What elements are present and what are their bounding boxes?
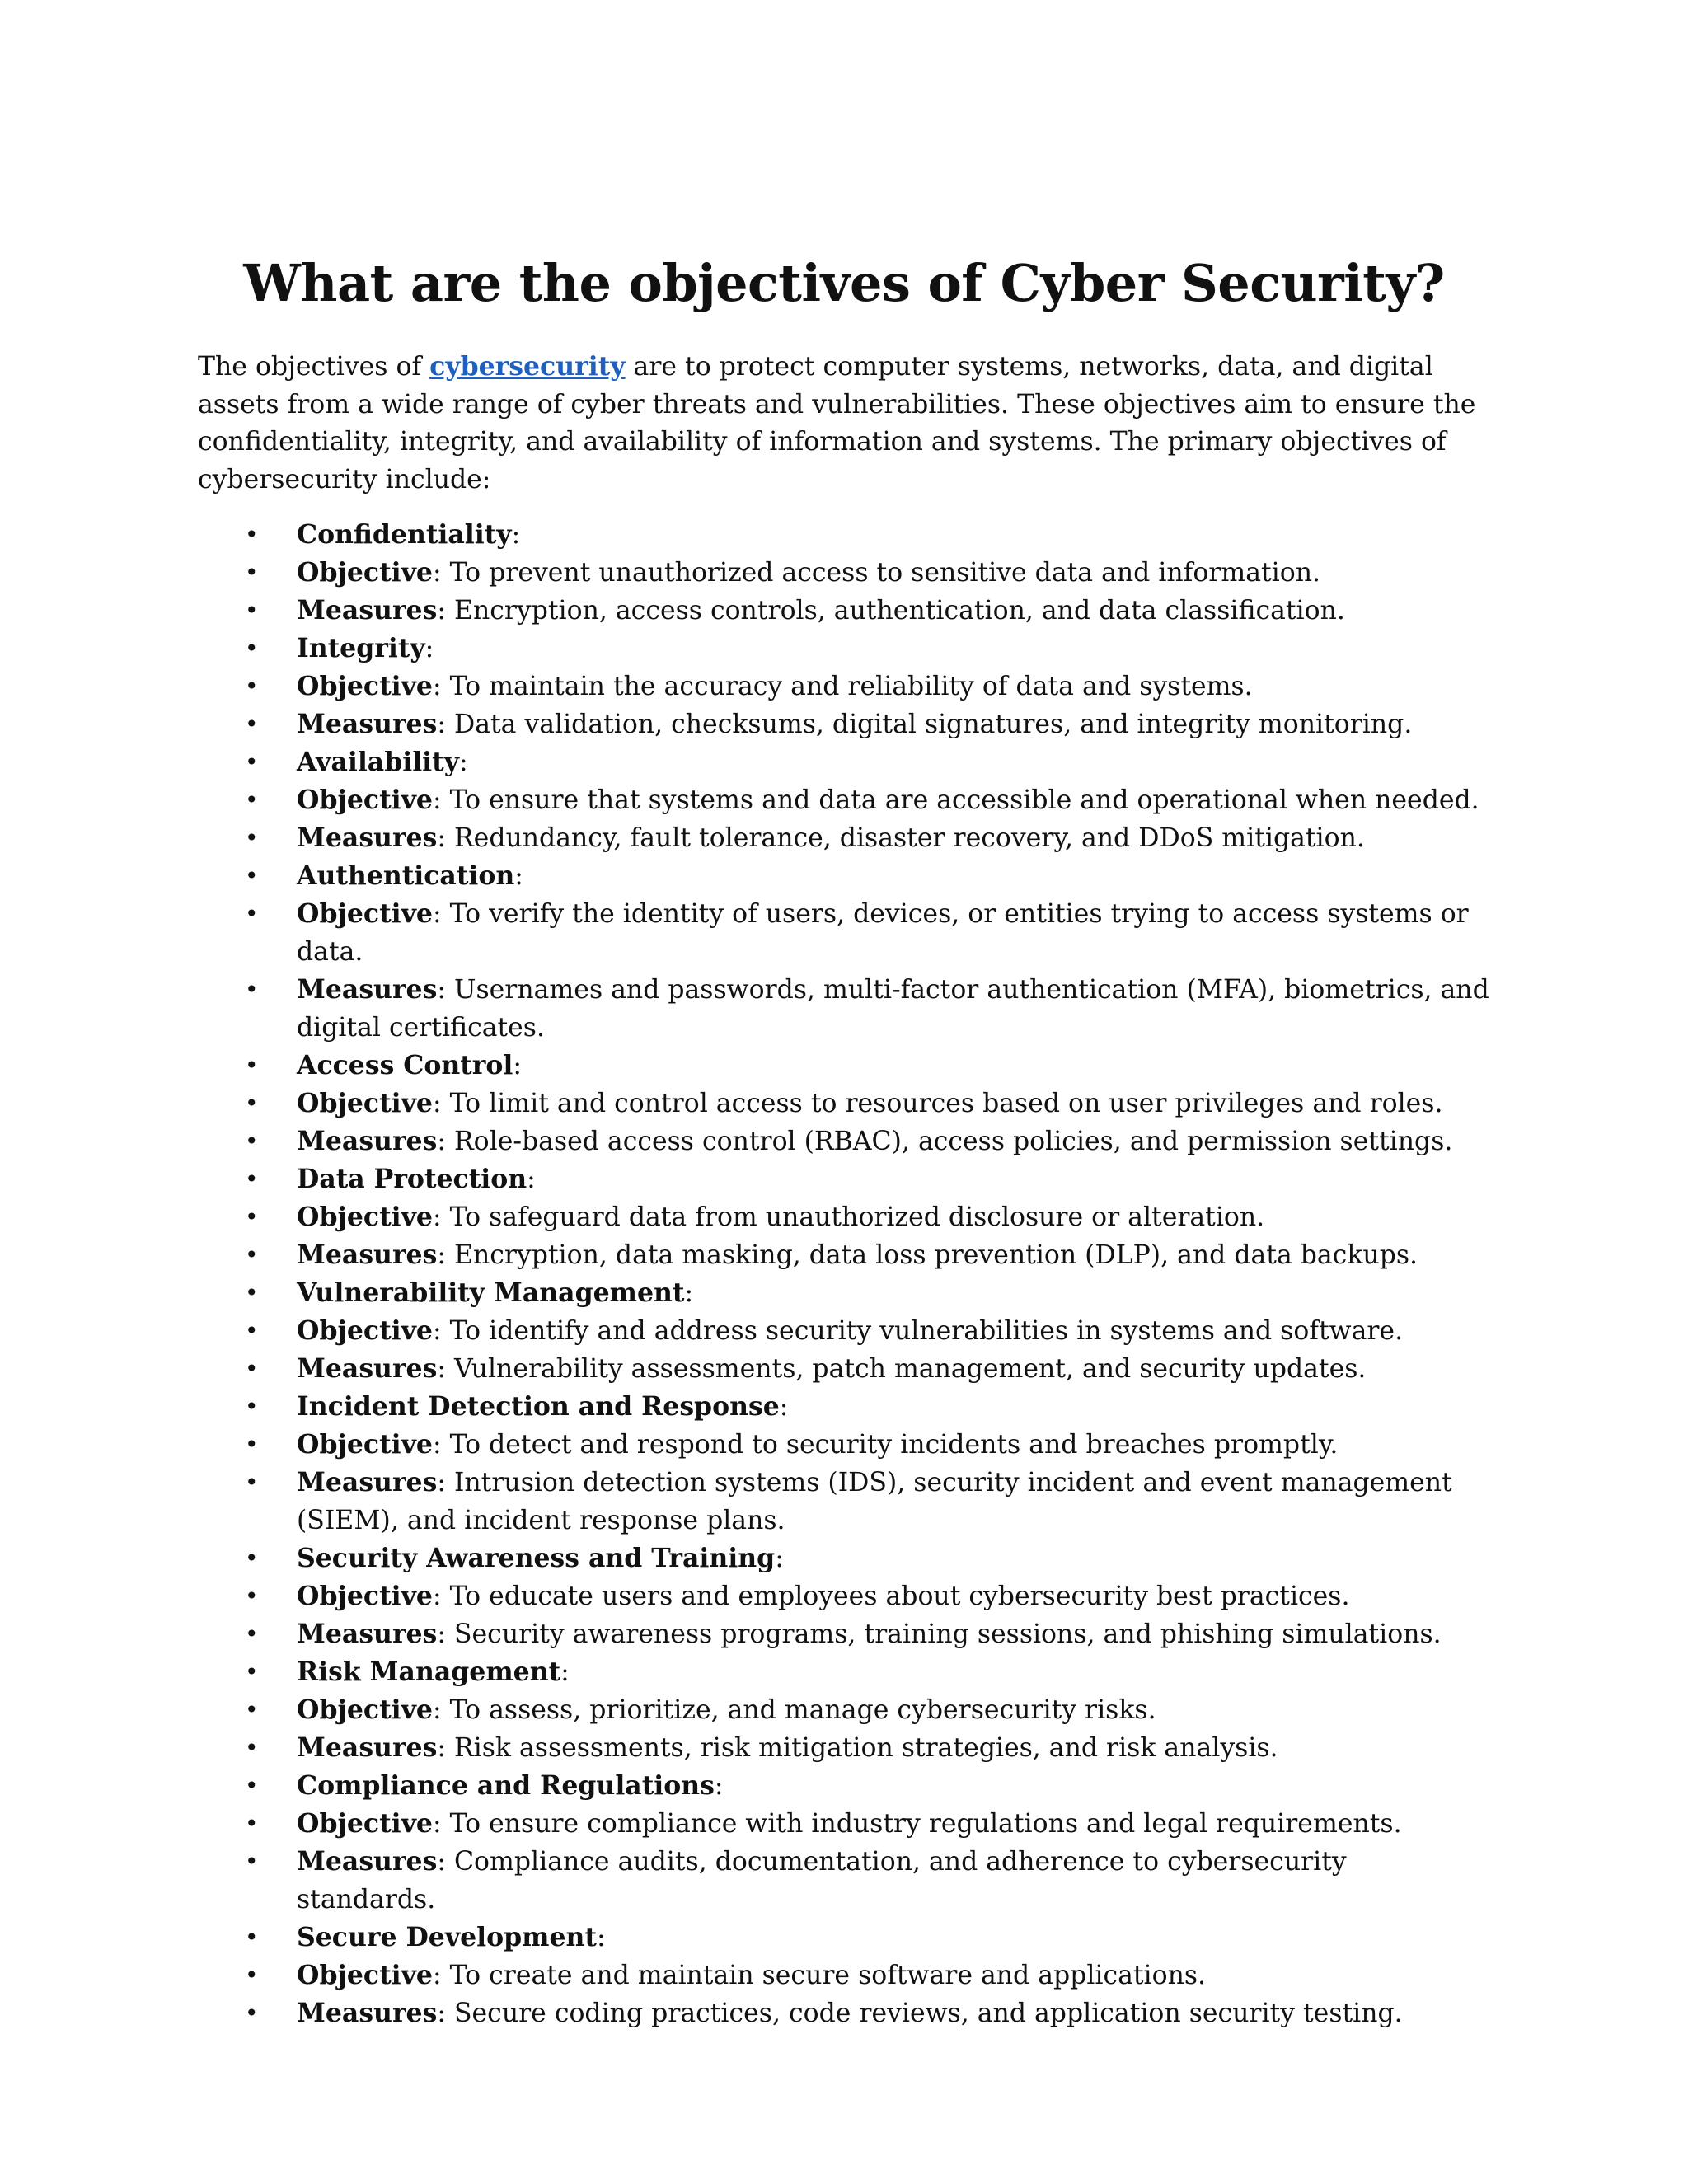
bullet-icon: • — [245, 1999, 259, 2027]
bullet-icon: • — [245, 1696, 259, 1723]
list-item-term: Risk Management — [297, 1657, 561, 1687]
list-item — [198, 1729, 1492, 1767]
bullet-icon: • — [245, 559, 259, 586]
bullet-icon: • — [245, 1658, 259, 1685]
list-item — [198, 1919, 1492, 1957]
bullet-icon: • — [245, 1090, 259, 1117]
list-item-text: : To educate users and employees about cybersecurity best practices. — [432, 1582, 1350, 1611]
list-item — [198, 1236, 1492, 1274]
list-item-term: Objective — [297, 1960, 433, 1990]
list-item-term: Authentication — [297, 860, 515, 891]
bullet-icon: • — [245, 1469, 259, 1496]
bullet-icon: • — [245, 1924, 259, 1951]
list-item-term: Measures — [297, 1353, 438, 1384]
bullet-icon: • — [245, 710, 259, 738]
list-item-term: Integrity — [297, 633, 425, 663]
list-item — [198, 1767, 1492, 1805]
list-item-text: : Encryption, data masking, data loss prevention (DLP), and data backups. — [437, 1240, 1418, 1270]
intro-text-before-link: The objectives of — [198, 352, 430, 382]
bullet-icon: • — [245, 1203, 259, 1230]
bullet-icon: • — [245, 900, 259, 927]
list-item-text: : To verify the identity of users, devices, or entities trying to access systems or data. — [297, 899, 1469, 967]
bullet-icon: • — [245, 1620, 259, 1647]
list-item-term: Incident Detection and Response — [297, 1391, 780, 1422]
list-item — [198, 1957, 1492, 1994]
list-item — [198, 1577, 1492, 1615]
list-item — [198, 1047, 1492, 1085]
list-item-term: Measures — [297, 709, 438, 739]
list-item-text: : Encryption, access controls, authentication, and data classification. — [437, 596, 1345, 626]
bullet-icon: • — [245, 521, 259, 548]
list-item — [198, 1426, 1492, 1464]
list-item-term: Measures — [297, 595, 438, 626]
list-item-text: : — [527, 1165, 536, 1194]
list-item-term: Objective — [297, 785, 433, 815]
list-item — [198, 895, 1492, 971]
list-item-text: : — [424, 634, 434, 663]
list-item-text: : Usernames and passwords, multi-factor authentication (MFA), biometrics, and digital certificates. — [297, 975, 1489, 1043]
list-item-term: Objective — [297, 671, 433, 701]
list-item-text: : — [714, 1771, 724, 1801]
bullet-icon: • — [245, 1241, 259, 1268]
list-item — [198, 592, 1492, 630]
bullet-icon: • — [245, 1582, 259, 1610]
bullet-icon: • — [245, 673, 259, 700]
intro-paragraph — [198, 348, 1492, 499]
list-item-text: : — [775, 1544, 784, 1573]
list-item-text: : — [684, 1278, 694, 1308]
list-item-text: : Data validation, checksums, digital signatures, and integrity monitoring. — [437, 710, 1413, 739]
list-item-text: : Security awareness programs, training sessions, and phishing simulations. — [437, 1619, 1442, 1649]
list-item-term: Measures — [297, 823, 438, 853]
bullet-icon: • — [245, 1961, 259, 1989]
list-item-term: Vulnerability Management — [297, 1277, 685, 1308]
list-item-term: Objective — [297, 1315, 433, 1346]
list-item-text: : — [511, 520, 521, 550]
list-item-term: Measures — [297, 1846, 438, 1877]
bullet-icon: • — [245, 1127, 259, 1155]
list-item-term: Confidentiality — [297, 519, 512, 550]
list-item-term: Objective — [297, 898, 433, 929]
list-item-text: : — [779, 1392, 789, 1422]
list-item-text: : Compliance audits, documentation, and adherence to cybersecurity standards. — [297, 1847, 1347, 1915]
bullet-icon: • — [245, 1544, 259, 1572]
list-item-term: Measures — [297, 1619, 438, 1649]
list-item-text: : Redundancy, fault tolerance, disaster recovery, and DDoS mitigation. — [437, 823, 1365, 853]
list-item-text: : — [560, 1657, 570, 1687]
list-item-term: Objective — [297, 1202, 433, 1232]
list-item — [198, 516, 1492, 554]
bullet-icon: • — [245, 748, 259, 776]
list-item-text: : To create and maintain secure software and applications. — [432, 1961, 1207, 1990]
list-item-text: : Intrusion detection systems (IDS), security incident and event management (SIEM), and incident response plans. — [297, 1468, 1452, 1535]
bullet-icon: • — [245, 976, 259, 1003]
bullet-icon: • — [245, 1393, 259, 1420]
list-item-term: Measures — [297, 1998, 438, 2028]
list-item — [198, 971, 1492, 1047]
list-item-text: : — [459, 748, 468, 777]
list-item-term: Availability — [297, 747, 459, 777]
list-item-text: : — [513, 1051, 523, 1080]
list-item-text: : Vulnerability assessments, patch management, and security updates. — [437, 1354, 1367, 1384]
bullet-icon: • — [245, 1772, 259, 1799]
bullet-icon: • — [245, 1165, 259, 1193]
bullet-icon: • — [245, 786, 259, 813]
list-item-text: : Risk assessments, risk mitigation strategies, and risk analysis. — [437, 1733, 1278, 1763]
bullet-icon: • — [245, 635, 259, 662]
list-item — [198, 819, 1492, 857]
list-item-text: : — [514, 861, 523, 891]
list-item — [198, 1085, 1492, 1122]
bullet-icon: • — [245, 862, 259, 889]
bullet-icon: • — [245, 824, 259, 851]
list-item-text: : To ensure that systems and data are accessible and operational when needed. — [432, 785, 1479, 815]
list-item-text: : To identify and address security vulnerabilities in systems and software. — [432, 1316, 1404, 1346]
list-item-term: Security Awareness and Training — [297, 1543, 776, 1573]
list-item — [198, 1994, 1492, 2032]
list-item — [198, 1388, 1492, 1426]
list-item-text: : To maintain the accuracy and reliability of data and systems. — [432, 672, 1253, 701]
bullet-icon: • — [245, 1431, 259, 1458]
list-item-term: Objective — [297, 557, 433, 588]
list-item — [198, 1615, 1492, 1653]
list-item-text: : Secure coding practices, code reviews, and application security testing. — [437, 1999, 1403, 2028]
list-item-term: Measures — [297, 1126, 438, 1156]
bullet-icon: • — [245, 1810, 259, 1837]
page-title: What are the objectives of Cyber Security? — [243, 253, 1445, 313]
list-item-term: Measures — [297, 1467, 438, 1497]
list-item-text: : To safeguard data from unauthorized disclosure or alteration. — [432, 1202, 1265, 1232]
list-item-term: Objective — [297, 1429, 433, 1460]
list-item-text: : To assess, prioritize, and manage cybersecurity risks. — [432, 1695, 1156, 1725]
list-item — [198, 1805, 1492, 1843]
intro-text-after-link: are to protect computer systems, networks, data, and digital assets from a wide range of cyber threats and vulnerabilities. These objectives aim to ensure the confidentiality, integrity, and availability of information and systems. The primary objectives of cybersecurity include: — [198, 352, 1476, 494]
bullet-icon: • — [245, 1848, 259, 1875]
list-item — [198, 781, 1492, 819]
list-item — [198, 1160, 1492, 1198]
list-item — [198, 1122, 1492, 1160]
list-item-text: : To ensure compliance with industry regulations and legal requirements. — [432, 1809, 1402, 1839]
list-item-term: Measures — [297, 974, 438, 1005]
list-item — [198, 1843, 1492, 1919]
list-item-term: Measures — [297, 1732, 438, 1763]
list-item-term: Measures — [297, 1240, 438, 1270]
list-item-text: : — [597, 1923, 606, 1952]
list-item — [198, 1350, 1492, 1388]
list-item — [198, 554, 1492, 592]
bullet-icon: • — [245, 1355, 259, 1382]
bullet-icon: • — [245, 597, 259, 624]
list-item-term: Objective — [297, 1088, 433, 1118]
list-item — [198, 857, 1492, 895]
list-item — [198, 1312, 1492, 1350]
list-item-term: Objective — [297, 1808, 433, 1839]
list-item — [198, 1464, 1492, 1540]
bullet-icon: • — [245, 1052, 259, 1079]
list-item — [198, 1540, 1492, 1577]
list-item-term: Access Control — [297, 1050, 513, 1080]
bullet-icon: • — [245, 1734, 259, 1761]
bullet-icon: • — [245, 1317, 259, 1344]
list-item-text: : To limit and control access to resources based on user privileges and roles. — [432, 1089, 1443, 1118]
list-item-text: : To prevent unauthorized access to sensitive data and information. — [432, 558, 1321, 588]
list-item-term: Data Protection — [297, 1164, 528, 1194]
list-item — [198, 1691, 1492, 1729]
list-item-term: Compliance and Regulations — [297, 1770, 715, 1801]
list-item — [198, 1653, 1492, 1691]
list-item — [198, 743, 1492, 781]
cybersecurity-link[interactable]: cybersecurity — [429, 351, 626, 382]
list-item — [198, 630, 1492, 668]
bullet-icon: • — [245, 1279, 259, 1306]
list-item-text: : Role-based access control (RBAC), access policies, and permission settings. — [437, 1127, 1453, 1156]
list-item-text: : To detect and respond to security incidents and breaches promptly. — [432, 1430, 1339, 1460]
list-item-term: Objective — [297, 1581, 433, 1611]
objectives-list — [198, 516, 1492, 2032]
list-item-term: Objective — [297, 1694, 433, 1725]
list-item — [198, 705, 1492, 743]
list-item-term: Secure Development — [297, 1922, 598, 1952]
list-item — [198, 668, 1492, 705]
list-item — [198, 1274, 1492, 1312]
list-item — [198, 1198, 1492, 1236]
